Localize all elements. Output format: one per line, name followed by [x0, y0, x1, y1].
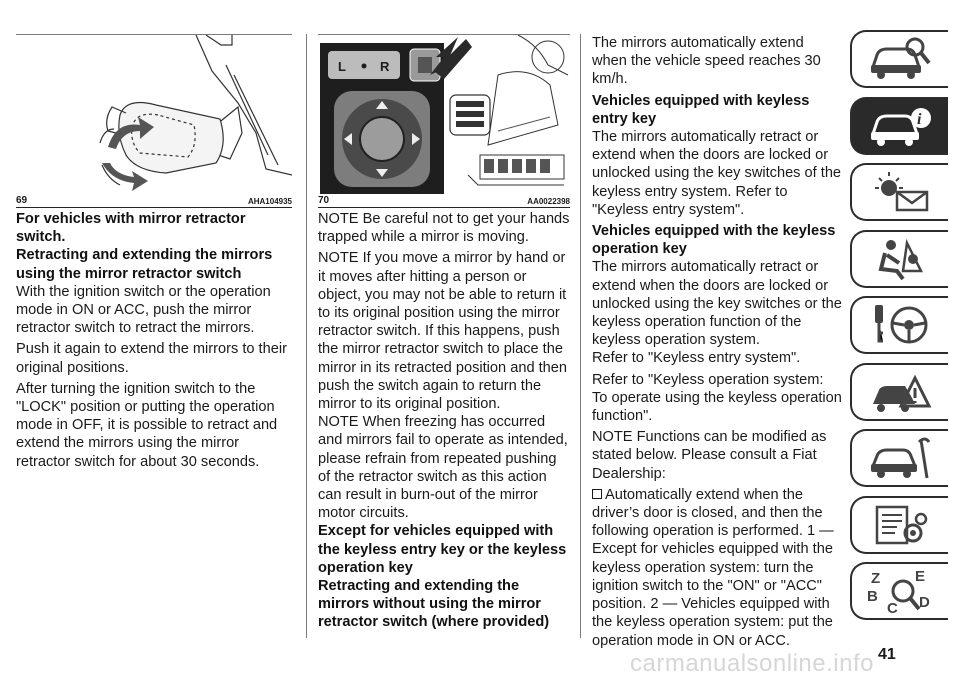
note: NOTE Be careful not to get your hands trapped while a mirror is moving.: [318, 211, 570, 246]
tab-index[interactable]: [850, 562, 948, 620]
tab-specifications[interactable]: [850, 496, 948, 554]
figure-number: 69: [16, 195, 28, 206]
figure-69-mirror-illustration: [16, 34, 292, 194]
bullet-item: [592, 486, 842, 650]
column-3: [592, 34, 842, 650]
figure-70-switch-illustration: [318, 34, 570, 194]
index-letter: Z: [871, 570, 881, 587]
heading-without-switch: Retracting and extending the mirrors without using the mirror retractor switch (where provided): [318, 578, 550, 631]
switch-label-right: R: [380, 59, 390, 74]
seat-airbag-icon: [867, 237, 933, 281]
column-1: [16, 34, 292, 471]
figure-number: 70: [318, 195, 330, 206]
tab-car-info[interactable]: [850, 97, 948, 155]
section-tabs: [850, 30, 950, 629]
bullet-text: Automatically extend when the driver’s door is closed, and then the following operation is performed. 1 — Except for vehicles equipped with the keyless operation system: turn the ignition switch to the "ON" or "ACC" position. 2 — Vehicles equipped with the keyless operation system: put the operation mode in ON or ACC.: [592, 486, 834, 649]
car-info-icon: [867, 104, 933, 148]
tab-seat-airbag[interactable]: [850, 230, 948, 288]
column-divider: [580, 34, 581, 638]
note: NOTE Functions can be modified as stated below. Please consult a Fiat Dealership:: [592, 429, 827, 482]
paragraph: With the ignition switch or the operation mode in ON or ACC, push the mirror retractor switch to retract the mirrors.: [16, 283, 271, 337]
paragraph: The mirrors automatically retract or extend when the doors are locked or unlocked using the key switches or the keyless operation function of the keyless operation system.: [592, 259, 842, 349]
specifications-icon: [867, 503, 933, 547]
paragraph: Refer to "Keyless operation system: To operate using the keyless operation function".: [592, 371, 842, 425]
figure-caption: [318, 194, 570, 208]
tab-key-steering[interactable]: [850, 296, 948, 354]
heading-except-keyless: Except for vehicles equipped with the keyless entry key or the keyless operation key: [318, 523, 567, 576]
heading-retracting-extending: Retracting and extending the mirrors using the mirror retractor switch: [16, 247, 273, 282]
note: NOTE If you move a mirror by hand or it moves after hitting a person or object, you may not be able to return it to its original position using the mirror retractor switch. If this happens, push the mirror retractor switch to place the mirror in its retracted position and then push the switch again to return the mirror to its original position.: [318, 250, 568, 413]
warning-lights-icon: [867, 170, 933, 214]
paragraph: After turning the ignition switch to the "LOCK" position or putting the operation mode in OFF, it is possible to retract and extend the mirrors using the mirror retractor switch for about 30 seconds.: [16, 380, 278, 470]
figure-code: AHA104935: [247, 197, 292, 206]
car-search-icon: [867, 37, 933, 81]
heading-mirror-retractor: For vehicles with mirror retractor switch.: [16, 211, 246, 246]
car-service-tools-icon: [867, 436, 933, 480]
key-steering-icon: [867, 303, 933, 347]
page-number: 41: [878, 646, 896, 663]
svg-text:i: i: [917, 110, 922, 128]
watermark: carmanualsonline.info: [630, 650, 874, 677]
heading-keyless-operation: Vehicles equipped with the keyless operation key: [592, 223, 836, 258]
index-letter: D: [919, 594, 930, 611]
paragraph: Push it again to extend the mirrors to their original positions.: [16, 341, 287, 376]
breakdown-warning-icon: [867, 370, 933, 414]
paragraph: Refer to "Keyless entry system".: [592, 350, 801, 367]
column-divider: [306, 34, 307, 638]
index-search-icon: [865, 565, 935, 617]
tab-service[interactable]: [850, 429, 948, 487]
column-2: [318, 34, 570, 632]
index-letter: B: [867, 588, 878, 605]
paragraph: The mirrors automatically retract or extend when the doors are locked or unlocked using the key switches of the keyless entry system. Refer to "Keyless entry system".: [592, 129, 842, 218]
tab-car-search[interactable]: [850, 30, 948, 88]
switch-label-left: L: [338, 59, 346, 74]
index-letter: C: [887, 600, 898, 617]
tab-breakdown[interactable]: [850, 363, 948, 421]
figure-code: AA0022398: [527, 197, 570, 206]
square-bullet-icon: [592, 489, 602, 499]
note: NOTE When freezing has occurred and mirrors fail to operate as intended, please refrain from repeated pushing of the retractor switch as this action can result in burn-out of the mirror motor circuits.: [318, 414, 568, 522]
figure-caption: [16, 194, 292, 208]
paragraph: The mirrors automatically extend when the vehicle speed reaches 30 km/h.: [592, 35, 821, 88]
index-letter: E: [915, 568, 926, 585]
tab-warning-lights[interactable]: [850, 163, 948, 221]
heading-keyless-entry: Vehicles equipped with keyless entry key: [592, 92, 810, 127]
